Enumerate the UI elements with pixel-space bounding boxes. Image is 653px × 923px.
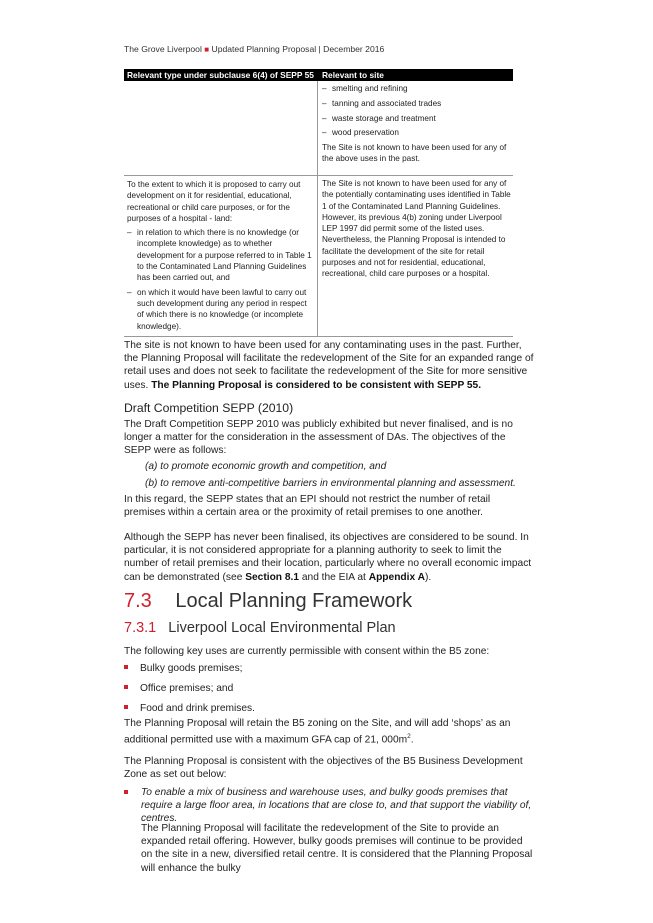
header-doc-info: Updated Planning Proposal | December 2016 [211,44,385,54]
table-row [124,81,513,176]
table-cell-relevant: The Site is not known to have been used for any of the potentially contaminating uses identified in Table 1 of the Contaminated Land Planning Guidelines. However, its previous 4(b) zoning under Liverpool LEP 1997 did permit some of the listed uses. Nevertheless, the Planning Proposal is intended to facilitate the development of the site for retail purposes and not for residential, educational, recreational, child care purposes or a hospital. [322,179,511,279]
table-cell-relevant [322,83,512,165]
sepp55-conclusion: The site is not known to have been used for any contaminating uses in the past. Further, the Planning Proposal will facilitate the redevelopment of the Site for an expanded range of retail uses and does not seek to facilitate the redevelopment of the Site for more sensitive uses. The Planning Proposal is considered to be consistent with SEPP 55. [124,340,534,391]
regard-para: In this regard, the SEPP states that an EPI should not restrict the number of retail premises within a certain area or the proximity of retail premises to one another. [124,494,491,519]
retain-para: The Planning Proposal will retain the B5 zoning on the Site, and will add ‘shops’ as an additional permitted use with a maximum GFA cap of 21, $000m^2$. [124,718,511,746]
header-separator-icon: ■ [204,45,210,54]
bullet-icon [124,790,128,794]
sepp55-table [124,69,513,337]
table-header-row [124,69,513,81]
subsection-heading [124,620,396,636]
list-item: – wood preservation [322,127,512,138]
section-heading [124,590,412,613]
b5-objective: To enable a mix of business and warehouse uses, and bulky goods premises that require a large floor area, in locations that are close to, and that support the viability of, centres. [141,787,532,825]
header-project: The Grove Liverpool [124,44,202,54]
table-note: The Site is not known to have been used for any of the above uses in the past. [322,143,507,164]
list-item: Food and drink premises. [124,703,255,714]
objective-a: (a) to promote economic growth and competition, and [145,461,387,472]
table-header-col1: Relevant type under subclause 6(4) of SEPP 55 [127,70,314,80]
table-intro: To the extent to which it is proposed to carry out development on it for residential, educational, recreational or child care purposes, or for the purposes of a hospital - land: [127,180,301,223]
list-item [124,786,534,826]
list-item: – in relation to which there is no knowledge (or incomplete knowledge) as to whether development for a purpose referred to in Table 1 to the Contaminated Land Planning Guidelines has been carried out, and [127,227,315,283]
table-cell-type [127,179,315,335]
bullet-icon [124,685,128,689]
appendix-reference: Appendix A [368,571,425,583]
table-header-col2: Relevant to site [322,70,384,80]
section-number: 7.3 [124,590,152,612]
list-item: Office premises; and [124,683,233,694]
draft-competition-heading: Draft Competition SEPP (2010) [124,401,294,415]
list-item: – waste storage and treatment [322,113,512,124]
list-item: – smelting and refining [322,83,512,94]
list-item: – tanning and associated trades [322,98,512,109]
sepp55-bold-conclusion: The Planning Proposal is considered to be consistent with SEPP 55. [151,379,482,391]
final-para: The Planning Proposal will facilitate the redevelopment of the Site to provide an expanded retail offering. However, bulky goods premises will continue to be provided on the site in a new, diversified retail centre. It is considered that the Planning Proposal will enhance the bulky [141,823,533,874]
list-item: – on which it would have been lawful to carry out such development during any period in respect of which there is no knowledge (or incomplete knowledge). [127,287,315,332]
draft-competition-para: The Draft Competition SEPP 2010 was publicly exhibited but never finalised, and is no longer a matter for the consideration in the assessment of DAs. The objectives of the SEPP were as follows: [124,419,513,457]
bullet-icon [124,665,128,669]
page-header [124,44,384,54]
although-para: Although the SEPP has never been finalised, its objectives are considered to be sound. In particular, it is not considered appropriate for a planning authority to seek to limit the number of retail premises and their location, particularly where no overall economic impact can be demonstrated (see Section 8.1 and the EIA at Appendix A). [124,532,532,583]
subsection-title: Liverpool Local Environmental Plan [168,620,396,636]
section-title: Local Planning Framework [175,590,413,612]
objective-b: (b) to remove anti-competitive barriers in environmental planning and assessment. [145,478,516,489]
uses-intro: The following key uses are currently permissible with consent within the B5 zone: [124,646,490,657]
consistent-para: The Planning Proposal is consistent with the objectives of the B5 Business Development Zone as set out below: [124,756,523,781]
bullet-icon [124,705,128,709]
section-reference: Section 8.1 [245,571,300,583]
table-row [124,176,513,337]
list-item: Bulky goods premises; [124,663,243,674]
subsection-number: 7.3.1 [124,620,157,636]
